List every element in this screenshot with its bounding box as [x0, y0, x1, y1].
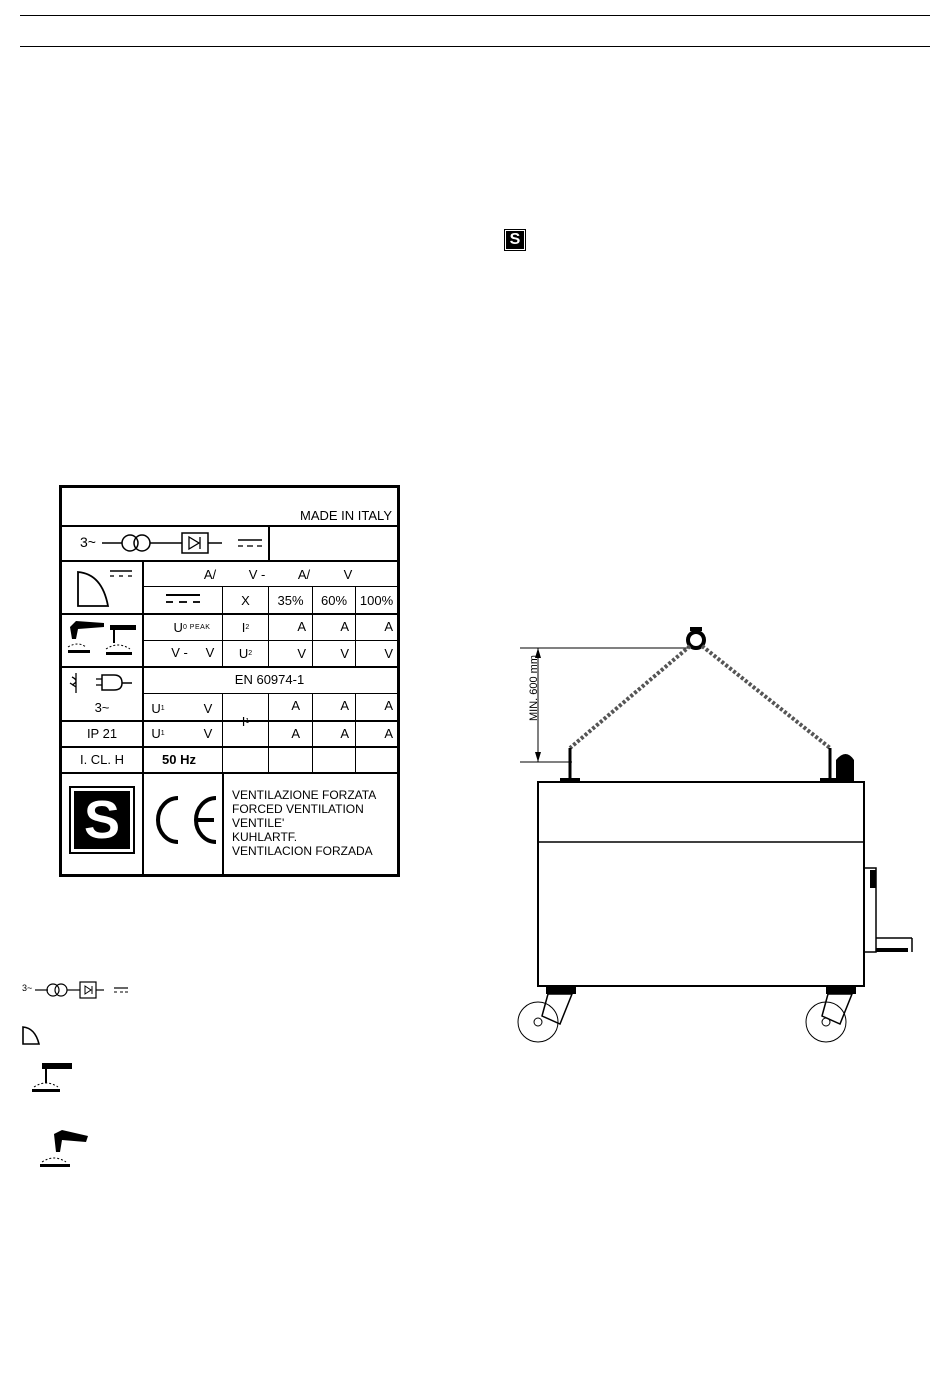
transformer-rectifier-icon	[100, 530, 265, 556]
mains-plug-icon	[68, 671, 138, 695]
s-symbol-small: S	[504, 229, 526, 251]
legend-tig-torch-icon	[30, 1061, 76, 1095]
lifting-diagram	[500, 620, 920, 1060]
legend-drooping-icon	[20, 1024, 42, 1046]
min-height-label: MIN. 600 mm	[528, 655, 540, 722]
legend-mma-torch-icon	[36, 1128, 92, 1172]
header-rule	[20, 46, 930, 47]
legend-transformer-icon	[34, 980, 130, 1000]
phase-label: 3~	[80, 534, 96, 550]
top-rule	[20, 15, 930, 16]
ventilation-text: VENTILAZIONE FORZATA FORCED VENTILATION VENTILE' KUHLARTF. VENTILACION FORZADA	[232, 788, 377, 858]
welding-process-icon	[64, 617, 142, 663]
ce-mark-icon	[148, 788, 218, 852]
rating-plate: MADE IN ITALY 3~ A/ V - A/ V X 35% 60% 100% U 0 PEAK V - V I 2 U 2 A A A V V V EN 60974-1 3~ U 1 V I 1 A A A IP 21 U 1 V A A A I. CL. H 50 Hz S VENTILAZIONE FORZATA FORCED VENTILATION VENTILE' KUHLARTF. VENTILACION FORZADA	[59, 485, 400, 877]
s-symbol-large: S	[69, 786, 135, 854]
made-in-text: MADE IN ITALY	[300, 507, 392, 523]
legend-phase-label: 3~	[22, 983, 33, 993]
drooping-characteristic-icon	[72, 566, 136, 610]
dc-symbol-icon	[164, 592, 202, 606]
